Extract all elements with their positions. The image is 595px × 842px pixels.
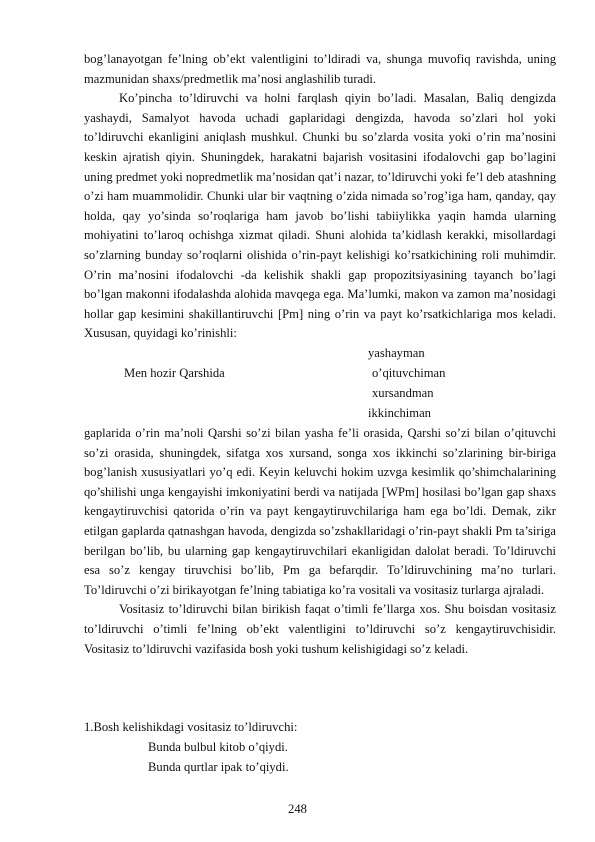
paragraph-analysis: gaplarida o’rin ma’noli Qarshi so’zi bilan yasha fe’li orasida, Qarshi so’zi bilan o’qituvchi so’zi orasida, shuningdek, sifatga xos xursand, songa xos ikkinchi so’zlarining bir-biriga bog’lanish xususiyatlari yo’q edi. Keyin keluvchi hokim uzvga kesimlik qo’shimchalarining qo’shilishi unga kengayishi imkoniyatini berdi va natijada [WPm] hosilasi bo’lgan gap shaxs kengaytiruvchisi qatorida o’rin va payt kengaytiruvchilariga ham ega bo’ldi. Demak, zikr etilgan gaplarda qatnashgan havoda, dengizda so’zshakllaridagi o’rin-payt shakli Pm ta’siriga berilgan bo’lib, bu ularning gap kengaytiruvchilari ekanligidan dalolat beradi. To’ldiruvchi esa so’z kengay tiruvchisi bo’lib, Pm ga befarqdir. To’ldiruvchining ma’no turlari. To’ldiruvchi o’zi birikayotgan fe’lning tabiatiga ko’ra vositali va vositasiz turlarga ajraladi. xyxy=(84,426,556,597)
example-option: xursandman xyxy=(372,386,434,400)
example-left-phrase: Men hozir Qarshida xyxy=(124,366,225,380)
text-block-top xyxy=(84,50,556,344)
example-option: ikkinchiman xyxy=(368,406,431,420)
paragraph-continuation: bog’lanayotgan fe’lning ob’ekt valentligini to’ldiradi va, shunga muvofiq ravishda, uning mazmunidan shaxs/predmetlik ma’nosi anglashilib turadi. xyxy=(84,52,556,86)
list-item: Bunda qurtlar ipak to’qiydi. xyxy=(148,760,289,774)
paragraph-direct-complement: Vositasiz to’ldiruvchi bilan birikish faqat o’timli fe’llarga xos. Shu boisdan vositasiz to’ldiruvchi o’timli fe’lning ob’ekt valentligini to’ldiruvchi so’z kengaytiruvchisidir. Vositasiz to’ldiruvchi vazifasida bosh yoki tushum kelishigidagi so’z keladi. xyxy=(84,602,556,656)
example-option: o’qituvchiman xyxy=(372,366,446,380)
example-option: yashayman xyxy=(368,346,425,360)
paragraph-complement-vs-adverbial: Ko’pincha to’ldiruvchi va holni farqlash qiyin bo’ladi. Masalan, Baliq dengizda yashaydi, Samalyot havoda uchadi gaplaridagi dengizda, havoda so’zlari hol yoki to’ldiruvchi ekanligini aniqlash mushkul. Chunki bu so’zlarda vosita yoki o’rin ma’nosini keskin ajratish qiyin. Shuningdek, harakatni bajarish vositasini ifodalovchi gap bo’lagini uning predmet yoki nopredmetlik ma’nosidan qat’i nazar, to’ldiruvchi yoki fe’l deb atashning o’zi ham muammolidir. Chunki ular bir vaqtning o’zida nimada so’rog’iga ham, qanday, qay holda, qay yo’sinda so’roqlariga ham javob bo’lishi tabiiylikka yaqin hamda ularning mohiyatini to’laroq ochishga xizmat qiladi. Shuni alohida ta’kidlash kerakki, misollardagi so’zlarning bunday so’roqlarni olishida o’rin-payt kelishigi ko’rsatkichining roli muhimdir. O’rin ma’nosini ifodalovchi -da kelishik shakli gap propozitsiyasining tayanch bo’lagi bo’lgan makonni ifodalashda alohida mavqega ega. Ma’lumki, makon va zamon ma’nosidagi hollar gap kesimini shakillantiruvchi [Pm] ning o’rin va payt ko’rsatkichlariga mos keladi. Xususan, quyidagi ko’rinishli: xyxy=(84,91,556,341)
page-number: 248 xyxy=(288,802,307,816)
list-item: Bunda bulbul kitob o’qiydi. xyxy=(148,740,288,754)
text-block-bottom xyxy=(84,424,556,659)
list-heading: 1.Bosh kelishikdagi vositasiz to’ldiruvchi: xyxy=(84,720,298,734)
